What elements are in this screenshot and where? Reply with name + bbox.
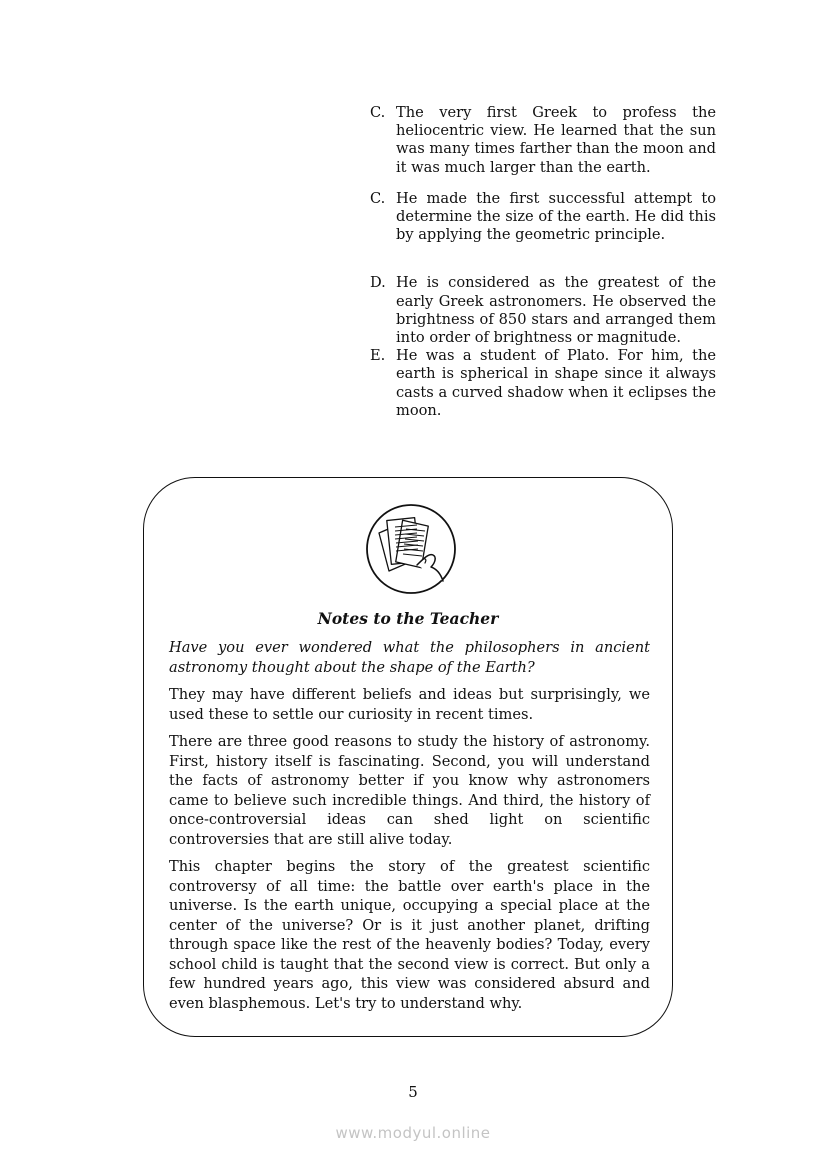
watermark: www.modyul.online — [335, 1124, 491, 1142]
choice-item — [370, 347, 716, 420]
choice-letter: E. — [370, 347, 386, 365]
choice-item — [370, 104, 716, 177]
choice-text: He made the first successful attempt to determine the size of the earth. He did this by applying the geometric principle. — [396, 189, 716, 244]
choice-item — [370, 190, 716, 245]
notes-title: Notes to the Teacher — [317, 609, 499, 628]
notes-paragraph-1: They may have different beliefs and ideas but surprisingly, we used these to settle our curiosity in recent times. — [169, 686, 650, 723]
choice-item — [370, 274, 716, 347]
answer-choices — [370, 104, 716, 420]
page-number: 5 — [408, 1083, 418, 1101]
papers-in-hand-icon — [365, 503, 457, 595]
choice-text: He was a student of Plato. For him, the earth is spherical in shape since it always casts a curved shadow when it eclipses the moon. — [396, 347, 716, 419]
choice-letter: D. — [370, 274, 386, 292]
notes-intro-question: Have you ever wondered what the philosophers in ancient astronomy thought about the shape of the Earth? — [169, 639, 650, 676]
choice-text: The very first Greek to profess the heliocentric view. He learned that the sun was many times farther than the moon and it was much larger than the earth. — [396, 104, 716, 176]
choice-letter: C. — [370, 189, 386, 207]
notes-paragraph-2: There are three good reasons to study the history of astronomy. First, history itself is fascinating. Second, you will understand the facts of astronomy better if you know why astronomers came to believe such incredible things. And third, the history of once-controversial ideas can shed light on scientific controversies that are still alive today. — [169, 733, 650, 848]
notes-body — [169, 638, 650, 1021]
choice-letter: C. — [370, 104, 386, 121]
choice-text: He is considered as the greatest of the early Greek astronomers. He observed the brightness of 850 stars and arranged them into order of brightness or magnitude. — [396, 274, 716, 347]
notes-paragraph-3: This chapter begins the story of the greatest scientific controversy of all time: the battle over earth's place in the universe. Is the earth unique, occupying a special place at the center of the universe? Or is it just another planet, drifting through space like the rest of the heavenly bodies? Today, every school child is taught that the second view is correct. But only a few hundred years ago, this view was considered absurd and even blasphemous. Let's try to understand why. — [169, 858, 650, 1012]
